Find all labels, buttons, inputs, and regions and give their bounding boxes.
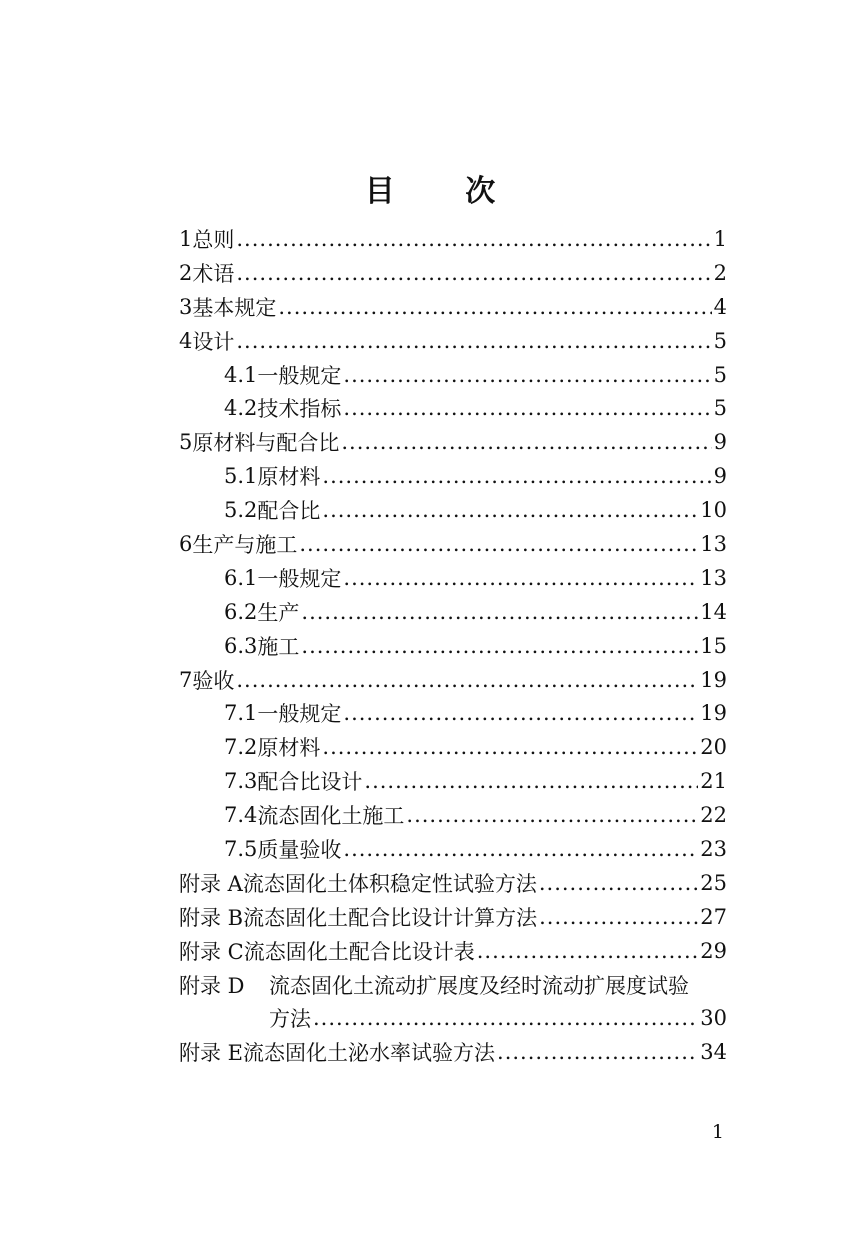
- toc-subentry[interactable]: [179, 764, 727, 798]
- toc-entry-number: 4: [179, 328, 193, 353]
- toc-entry-label: 流态固化土配合比设计计算方法: [243, 905, 538, 930]
- toc-entry-page: 27: [700, 904, 727, 929]
- toc-entry-page: 19: [700, 667, 727, 692]
- toc-leader: [477, 939, 699, 963]
- toc-leader: [406, 803, 698, 827]
- toc-leader: [322, 464, 711, 488]
- toc-subentry[interactable]: [179, 561, 727, 595]
- toc-entry[interactable]: [179, 256, 727, 290]
- toc-subentry[interactable]: [179, 629, 727, 663]
- toc-entry-label: 总则: [192, 227, 235, 252]
- toc-subentry[interactable]: [179, 358, 727, 392]
- toc-leader: [341, 430, 711, 454]
- toc-entry-number: 附录 B: [179, 905, 244, 930]
- toc-entry-label: 验收: [192, 668, 235, 693]
- toc-entry-number: 3: [179, 294, 193, 319]
- toc-entry-label: 技术指标: [257, 397, 342, 422]
- toc-leader: [343, 566, 698, 590]
- toc-entry-page: 19: [700, 701, 727, 726]
- toc-entry-number: 2: [179, 260, 193, 285]
- toc-entry-number: 7.3: [224, 769, 258, 794]
- toc-leader: [343, 837, 698, 861]
- toc-leader: [343, 363, 711, 387]
- toc-entry-label: 术语: [192, 261, 235, 286]
- toc-entry-label: 流态固化土施工: [257, 804, 405, 829]
- toc-entry-label: 生产与施工: [192, 532, 298, 557]
- toc-subentry[interactable]: [179, 730, 727, 764]
- toc-entry-page: 10: [700, 498, 727, 523]
- toc-entry-page: 5: [713, 328, 727, 353]
- toc-entry-page: 22: [700, 803, 727, 828]
- toc-leader: [236, 329, 711, 353]
- toc-subentry[interactable]: [179, 391, 727, 425]
- toc-entry-number: 附录 A: [179, 871, 243, 896]
- toc-entry-label: 原材料: [257, 736, 321, 761]
- toc-entry-label: 基本规定: [192, 295, 277, 320]
- toc-appendix-entry-continuation[interactable]: [179, 1001, 727, 1035]
- toc-entry-number: 7.2: [224, 735, 258, 760]
- toc-entry-label: 质量验收: [257, 837, 342, 862]
- toc-entry-page: 13: [700, 565, 727, 590]
- toc-leader: [236, 261, 711, 285]
- toc-entry-number: 7.4: [224, 803, 258, 828]
- page-number: 1: [711, 1121, 724, 1143]
- toc-entry-number: 4.1: [224, 362, 258, 387]
- toc-entry-label: 流态固化土体积稳定性试验方法: [242, 871, 537, 896]
- toc-entry-number: 7.1: [224, 701, 258, 726]
- toc-subentry[interactable]: [179, 798, 727, 832]
- toc-entry[interactable]: [179, 527, 727, 561]
- toc-entry-label: 配合比: [257, 499, 321, 524]
- toc-entry-number: 7: [179, 667, 193, 692]
- toc-entry-number: 6.3: [224, 633, 258, 658]
- toc-leader: [497, 1040, 698, 1064]
- toc-entry-number: 附录 E: [179, 1041, 244, 1066]
- toc-subentry[interactable]: [179, 832, 727, 866]
- toc-entry[interactable]: [179, 290, 727, 324]
- toc-entry-page: 9: [713, 464, 727, 489]
- toc-appendix-entry[interactable]: [179, 900, 727, 934]
- toc-entry-label: 流态固化土泌水率试验方法: [243, 1041, 496, 1066]
- toc-entry-label: 一般规定: [257, 363, 342, 388]
- toc-entry-page: 2: [713, 260, 727, 285]
- toc-entry-number: 6: [179, 531, 193, 556]
- toc-appendix-entry[interactable]: [179, 866, 727, 900]
- toc-entry-page: 14: [700, 599, 727, 624]
- toc-entry-number: 5.2: [224, 498, 258, 523]
- toc-appendix-entry[interactable]: [179, 1035, 727, 1069]
- toc-leader: [322, 498, 698, 522]
- toc-entry-label: 原材料: [257, 465, 321, 490]
- toc-entry-page: 25: [700, 870, 727, 895]
- toc-leader: [236, 227, 711, 251]
- toc-entry-label: 设计: [192, 329, 235, 354]
- toc-leader: [539, 905, 698, 929]
- table-of-contents: [179, 222, 727, 1069]
- toc-entry-page: 5: [713, 362, 727, 387]
- toc-entry-page: 9: [713, 430, 727, 455]
- toc-leader: [301, 600, 698, 624]
- page-title: 目 次: [364, 174, 526, 209]
- toc-subentry[interactable]: [179, 595, 727, 629]
- toc-entry-number: 5: [179, 430, 193, 455]
- toc-entry-label: 一般规定: [257, 566, 342, 591]
- toc-appendix-entry[interactable]: [179, 968, 727, 1002]
- toc-entry-number: 附录 C: [179, 939, 244, 964]
- toc-entry-page: 21: [700, 769, 727, 794]
- toc-entry-page: 29: [700, 938, 727, 963]
- toc-entry-number: 6.2: [224, 599, 258, 624]
- toc-leader: [343, 701, 698, 725]
- toc-entry-page: 20: [700, 735, 727, 760]
- toc-entry-label: 配合比设计: [257, 770, 363, 795]
- toc-leader: [322, 735, 698, 759]
- toc-entry-number: 5.1: [224, 464, 258, 489]
- toc-entry-page: 15: [700, 633, 727, 658]
- toc-entry-label: 流态固化土流动扩展度及经时流动扩展度试验: [269, 973, 689, 998]
- toc-leader: [343, 396, 711, 420]
- toc-entry-number: 1: [179, 226, 193, 251]
- toc-entry-label-continued: 方法: [269, 1007, 311, 1032]
- toc-leader: [236, 668, 698, 692]
- toc-entry-page: 23: [700, 836, 727, 861]
- toc-leader: [278, 295, 711, 319]
- toc-entry-page: 5: [713, 396, 727, 421]
- toc-appendix-entry[interactable]: [179, 934, 727, 968]
- toc-entry-number: 4.2: [224, 396, 258, 421]
- toc-entry[interactable]: [179, 663, 727, 697]
- toc-entry-page: 30: [700, 1006, 727, 1031]
- toc-entry-page: 1: [713, 226, 727, 251]
- toc-entry-number: 7.5: [224, 836, 258, 861]
- toc-subentry[interactable]: [179, 696, 727, 730]
- toc-entry-label: 施工: [257, 634, 300, 659]
- toc-entry-page: 4: [713, 294, 727, 319]
- toc-leader: [539, 871, 698, 895]
- toc-leader: [301, 634, 698, 658]
- toc-leader: [313, 1006, 698, 1030]
- toc-subentry[interactable]: [179, 493, 727, 527]
- toc-entry-label: 原材料与配合比: [192, 431, 340, 456]
- toc-entry-page: 13: [700, 531, 727, 556]
- toc-entry[interactable]: [179, 324, 727, 358]
- toc-leader: [364, 769, 698, 793]
- toc-entry-label: 一般规定: [257, 702, 342, 727]
- toc-leader: [299, 532, 698, 556]
- toc-entry-page: 34: [700, 1040, 727, 1065]
- toc-subentry[interactable]: [179, 459, 727, 493]
- toc-entry-number: 6.1: [224, 565, 258, 590]
- toc-entry-label: 生产: [257, 600, 300, 625]
- toc-entry-label: 流态固化土配合比设计表: [243, 939, 475, 964]
- toc-entry-number: 附录 D: [179, 973, 245, 998]
- toc-entry[interactable]: [179, 425, 727, 459]
- toc-entry[interactable]: [179, 222, 727, 256]
